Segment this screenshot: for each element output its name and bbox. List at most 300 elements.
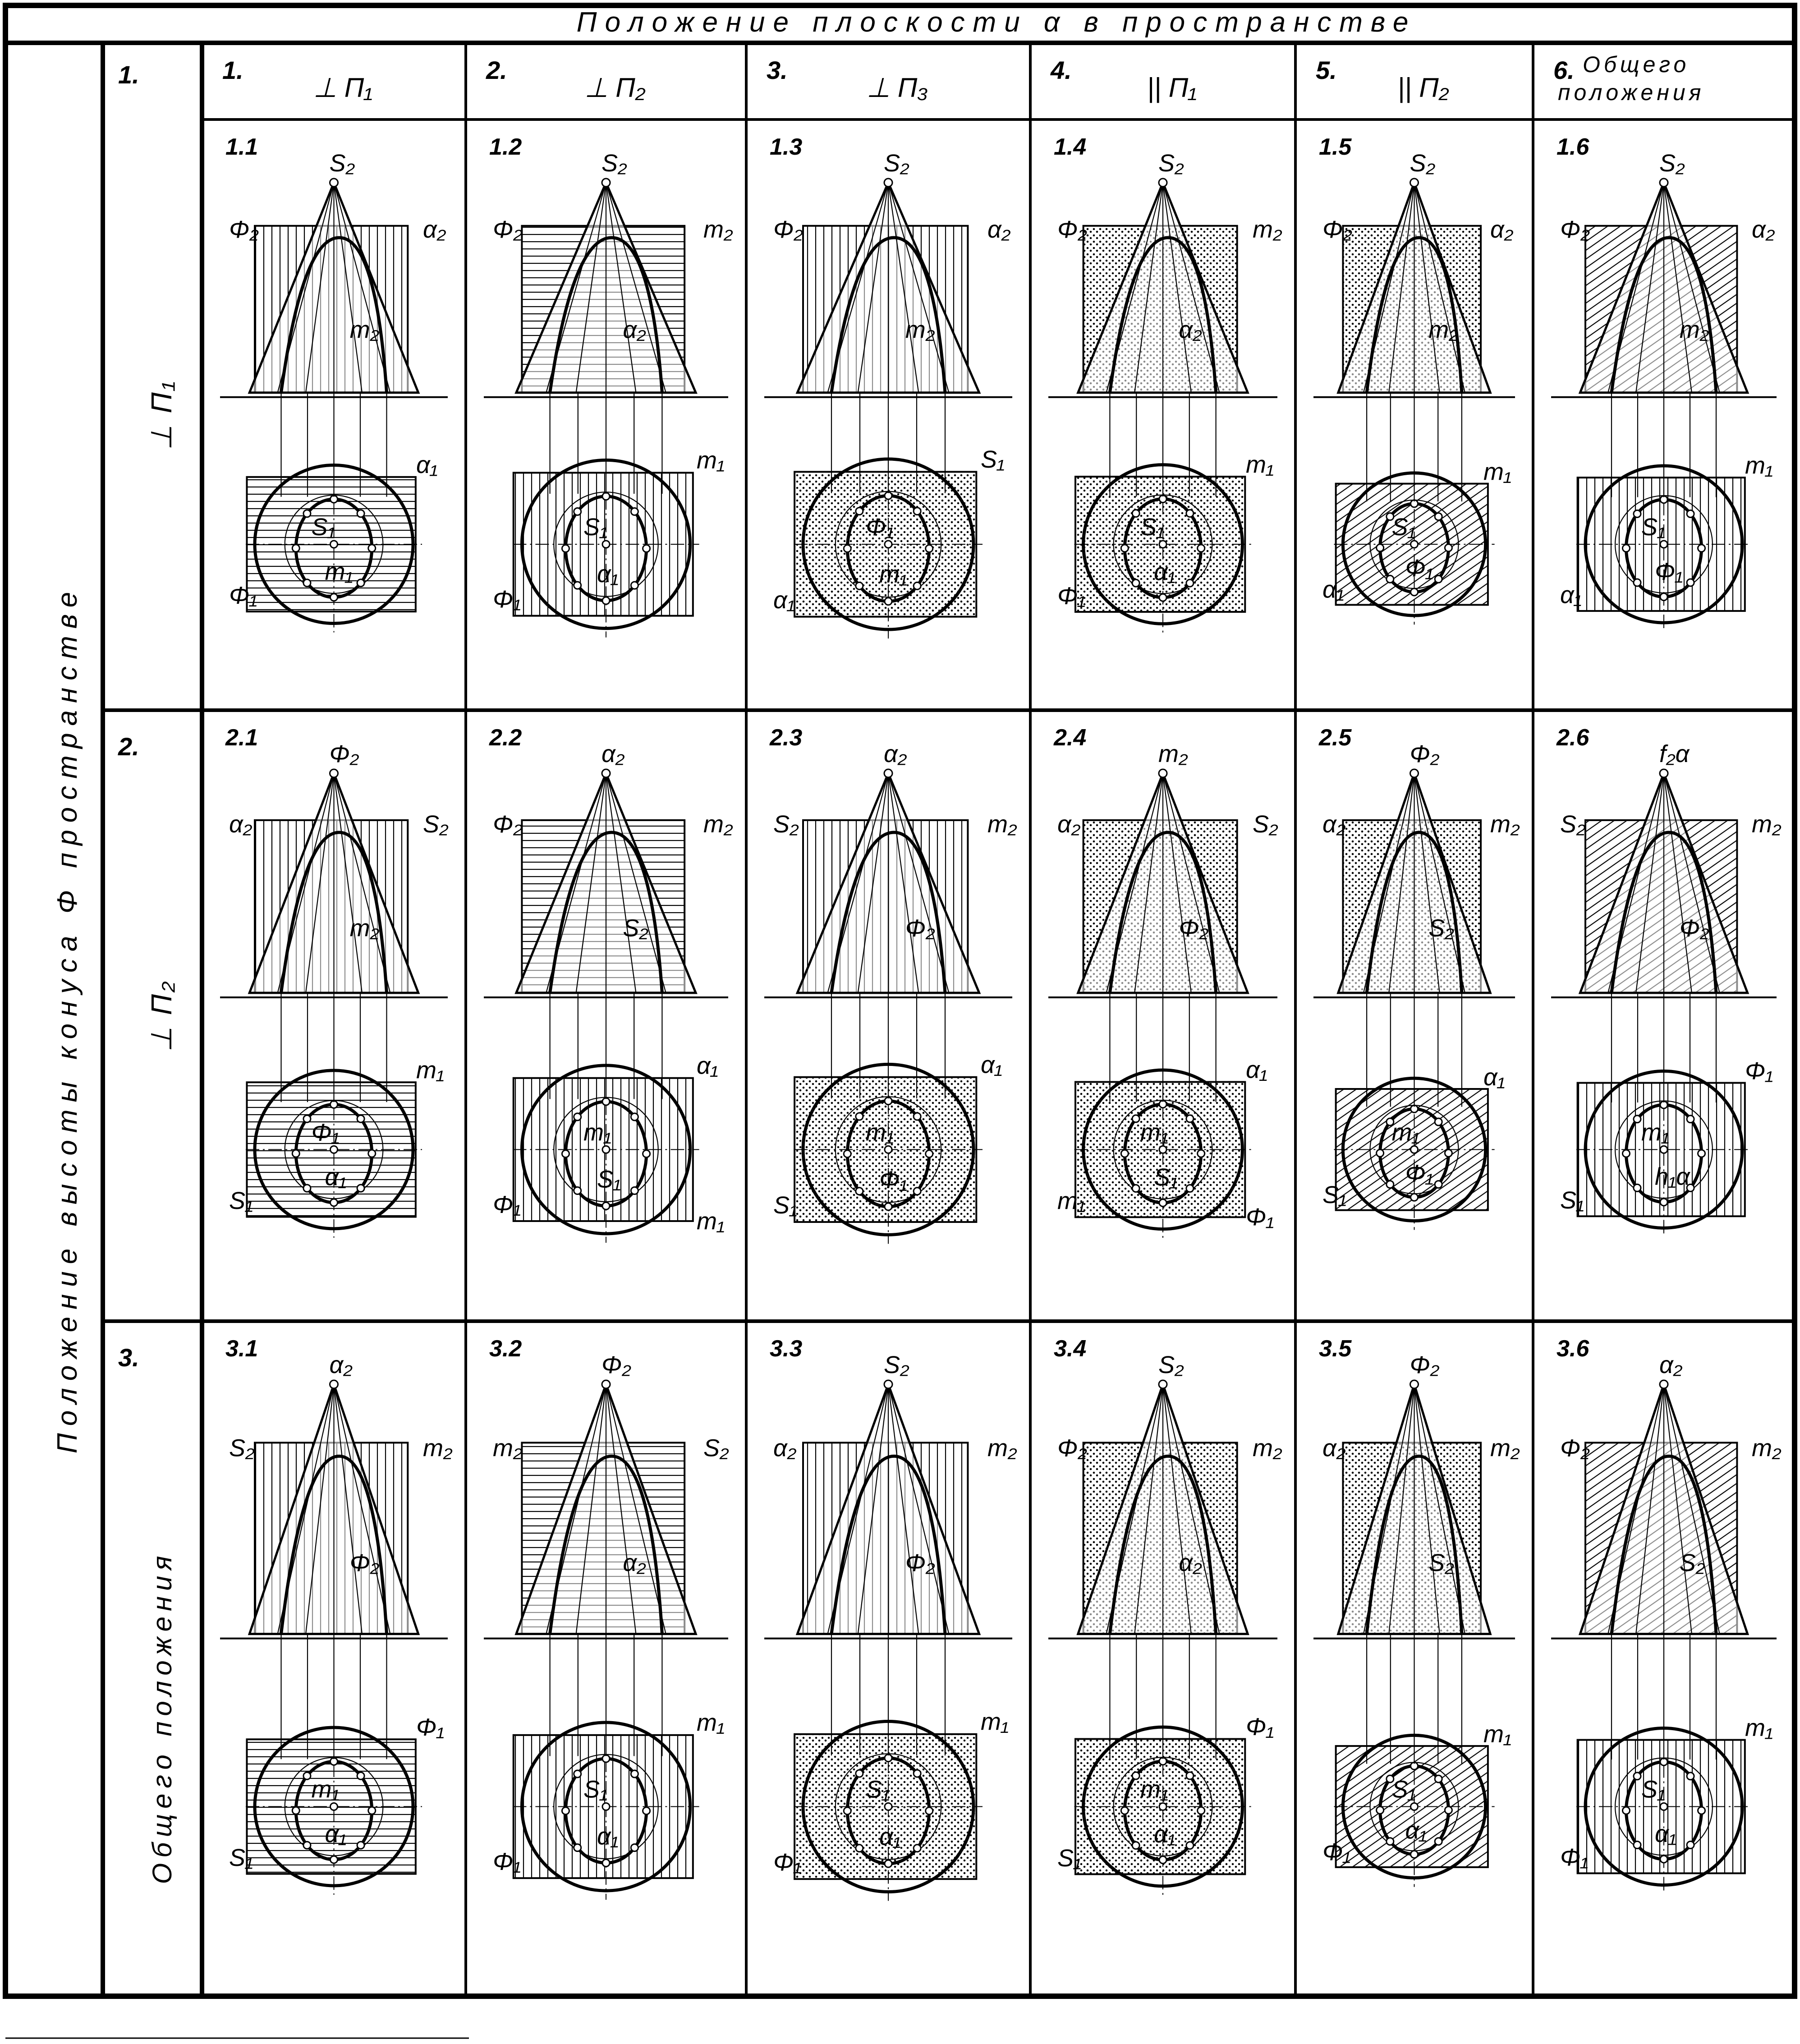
- cell-label: S₁: [597, 1166, 621, 1193]
- apex-point-front: [1410, 179, 1419, 187]
- apex-point-front: [1660, 179, 1668, 187]
- cell-label: Φ₁: [1745, 1057, 1773, 1084]
- section-point: [574, 582, 581, 589]
- cell-label: Φ₁: [229, 582, 257, 609]
- cell-label: f₂α: [1659, 740, 1690, 767]
- cell-label: S₂: [884, 150, 909, 177]
- apex-point-front: [884, 1380, 892, 1388]
- section-point: [1435, 1775, 1442, 1782]
- section-point: [885, 492, 892, 499]
- cell-label: α₁: [1405, 1817, 1427, 1844]
- apex-point-top: [331, 541, 338, 548]
- cell-label: S₁: [1560, 1186, 1584, 1214]
- column-label-1: ⊥ Π₁: [313, 73, 373, 103]
- cell-label: S₂: [1428, 1549, 1454, 1576]
- apex-point-front: [330, 1380, 338, 1388]
- cell-label: α₂: [987, 216, 1011, 243]
- section-point: [357, 1185, 364, 1192]
- cell-label: α₂: [1659, 1351, 1683, 1378]
- section-point: [602, 597, 610, 604]
- section-point: [1435, 513, 1442, 520]
- cell-label: S₂: [229, 1434, 255, 1462]
- cell-label: Φ₂: [905, 914, 935, 942]
- section-point: [631, 582, 638, 589]
- cell-label: S₂: [602, 150, 627, 177]
- section-point: [1198, 545, 1205, 552]
- cell-label: m₁: [981, 1708, 1009, 1736]
- apex-point-front: [1159, 1380, 1167, 1388]
- column-label-4: || Π₁: [1147, 73, 1197, 103]
- cell-label: S₂: [1560, 811, 1586, 838]
- cell-label: m₂: [1752, 1434, 1782, 1462]
- section-point: [1634, 1184, 1641, 1191]
- column-label-2: ⊥ Π₂: [584, 73, 646, 103]
- section-point: [1435, 1118, 1442, 1125]
- section-point: [1377, 544, 1384, 551]
- cell-label: S₂: [1428, 914, 1454, 942]
- cell-label: S₂: [1158, 150, 1184, 177]
- section-point: [368, 1807, 376, 1814]
- cell-label: α₁: [325, 1820, 347, 1848]
- section-point: [1387, 1838, 1394, 1845]
- cell-label: m₂: [1752, 811, 1782, 838]
- cell-label: α₁: [325, 1163, 347, 1191]
- cell-label: Φ₂: [773, 216, 803, 243]
- section-point: [303, 1185, 311, 1192]
- cell-number: 2.5: [1319, 725, 1352, 751]
- section-point: [1121, 1150, 1128, 1157]
- cell-label: α₂: [1179, 1549, 1202, 1576]
- cell-label: S₁: [981, 446, 1005, 473]
- cell-label: α₂: [1322, 811, 1346, 838]
- apex-point-top: [1660, 1803, 1667, 1810]
- section-point: [1445, 1149, 1452, 1157]
- section-point: [856, 1845, 863, 1852]
- cell-label: α₁: [879, 1823, 901, 1851]
- cell-label: Φ₂: [1410, 740, 1440, 767]
- apex-point-top: [1159, 1803, 1166, 1810]
- cell-label: S₂: [1253, 811, 1278, 838]
- section-point: [856, 508, 863, 515]
- cell-label: Φ₂: [493, 811, 523, 838]
- column-number-2: 2.: [486, 56, 507, 84]
- section-point: [1687, 579, 1694, 586]
- section-point: [926, 1150, 933, 1158]
- side-title: Положение высоты конуса Φ пространстве: [52, 584, 83, 1454]
- section-point: [1634, 1116, 1641, 1123]
- cell-number: 3.4: [1054, 1336, 1087, 1362]
- cell-label: α₂: [423, 216, 446, 243]
- cell-label: m₂: [423, 1434, 453, 1462]
- section-point: [1634, 579, 1641, 586]
- cell-label: h₁α: [1655, 1163, 1690, 1190]
- cell-label: S₁: [583, 1776, 608, 1803]
- section-point: [631, 1844, 638, 1851]
- cell-label: S₁: [229, 1844, 253, 1872]
- cell-label: α₂: [1490, 216, 1514, 243]
- section-point: [1132, 1842, 1139, 1849]
- cell-label: m₁: [866, 1119, 894, 1146]
- apex-point-top: [331, 1146, 338, 1153]
- cell-label: S₁: [229, 1187, 253, 1215]
- cell-number: 1.4: [1054, 134, 1087, 160]
- section-point: [1687, 1773, 1694, 1780]
- cell-label: m₁: [1140, 1119, 1169, 1146]
- section-point: [1132, 579, 1139, 587]
- cell-label: m₂: [1253, 1434, 1282, 1462]
- cell-label: S₂: [1659, 150, 1685, 177]
- cell-label: S₁: [1140, 514, 1165, 541]
- apex-point-top: [331, 1803, 338, 1810]
- cell-label: m₂: [905, 316, 935, 344]
- section-point: [856, 582, 863, 589]
- apex-point-front: [602, 769, 610, 777]
- cell-label: m₂: [703, 811, 733, 838]
- cell-label: α₂: [1057, 811, 1081, 838]
- cell-label: α₂: [1752, 216, 1775, 243]
- section-point: [574, 1844, 581, 1851]
- column-label-6-line2: положения: [1558, 80, 1705, 105]
- section-point: [1377, 1806, 1384, 1814]
- cell-label: S₁: [866, 1776, 890, 1803]
- apex-point-front: [1410, 769, 1419, 777]
- section-point: [885, 1203, 892, 1210]
- cell-label: Φ₂: [1057, 1434, 1087, 1462]
- section-point: [1186, 1842, 1194, 1849]
- apex-point-front: [602, 179, 610, 187]
- apex-point-front: [1159, 769, 1167, 777]
- cell-3-1: [220, 1336, 453, 1895]
- cell-label: Φ₁: [493, 1848, 521, 1875]
- section-point: [1387, 1181, 1394, 1188]
- cell-label: Φ₂: [1057, 216, 1087, 243]
- apex-point-front: [884, 179, 892, 187]
- apex-point-top: [1159, 1146, 1166, 1153]
- cell-label: m₁: [697, 447, 725, 474]
- cell-2-1: [220, 725, 449, 1238]
- section-point: [292, 1150, 299, 1157]
- cell-1-6: [1551, 134, 1777, 632]
- cell-label: m₂: [1679, 316, 1709, 344]
- section-point: [1445, 544, 1452, 551]
- cell-label: S₁: [1391, 1776, 1416, 1803]
- apex-point-front: [884, 769, 892, 777]
- cell-label: m₁: [416, 1056, 445, 1084]
- cell-label: Φ₁: [493, 585, 521, 613]
- section-point: [1186, 1185, 1194, 1192]
- section-point: [602, 1860, 610, 1867]
- cell-label: Φ₁: [773, 1849, 802, 1876]
- section-point: [303, 1115, 311, 1122]
- cell-number: 3.3: [770, 1336, 803, 1362]
- cell-label: α₁: [1322, 576, 1344, 603]
- cell-label: S₂: [1410, 150, 1436, 177]
- cell-label: Φ₂: [602, 1351, 631, 1378]
- cell-label: α₁: [1655, 1820, 1676, 1847]
- section-point: [1132, 1185, 1139, 1192]
- section-point: [303, 1842, 311, 1849]
- cell-label: Φ₁: [311, 1119, 340, 1146]
- cell-label: α₂: [602, 740, 625, 767]
- apex-point-front: [1159, 179, 1167, 187]
- section-point: [303, 1772, 311, 1779]
- section-point: [1132, 1115, 1139, 1122]
- cell-label: α₂: [623, 316, 646, 344]
- section-point: [1159, 1856, 1166, 1864]
- cell-label: Φ₂: [1322, 216, 1352, 243]
- column-label-5: || Π₂: [1397, 73, 1449, 103]
- cell-label: S₂: [884, 1351, 909, 1378]
- apex-point-top: [602, 541, 610, 548]
- cell-3-4: [1048, 1336, 1282, 1895]
- cell-label: S₂: [1158, 1351, 1184, 1378]
- cell-2-3: [764, 725, 1017, 1244]
- apex-point-top: [885, 541, 892, 548]
- section-point: [631, 508, 638, 515]
- section-point: [357, 1115, 364, 1122]
- cell-label: S₂: [423, 811, 449, 838]
- cell-label: α₁: [1154, 558, 1176, 586]
- section-point: [357, 1772, 364, 1779]
- section-point: [1121, 545, 1128, 552]
- section-point: [1198, 1807, 1205, 1814]
- column-number-6: 6.: [1553, 56, 1575, 84]
- cell-label: Φ₁: [1405, 555, 1433, 582]
- cell-label: α₁: [697, 1052, 718, 1079]
- cell-label: m₁: [1641, 1119, 1670, 1146]
- cell-label: m₁: [697, 1208, 725, 1235]
- section-point: [574, 508, 581, 515]
- cell-label: S₂: [1679, 1549, 1705, 1576]
- section-point: [631, 1187, 638, 1194]
- column-label-6: Общего: [1583, 52, 1690, 77]
- cell-label: Φ₂: [329, 740, 359, 767]
- page-title: Положение плоскости α в пространстве: [576, 7, 1417, 38]
- section-point: [914, 1770, 921, 1777]
- apex-point-front: [1660, 1380, 1668, 1388]
- section-point: [1622, 1150, 1630, 1157]
- cell-label: S₁: [1641, 514, 1666, 541]
- cell-label: S₂: [329, 150, 355, 177]
- section-point: [914, 582, 921, 589]
- cell-label: α₂: [1322, 1434, 1346, 1462]
- cell-label: Φ₂: [1679, 914, 1709, 942]
- cell-label: α₂: [773, 1434, 797, 1462]
- cell-number: 2.4: [1054, 725, 1087, 751]
- section-point: [1186, 1115, 1194, 1122]
- section-point: [574, 1113, 581, 1121]
- section-point: [1186, 510, 1194, 517]
- row-number-2: 2.: [118, 732, 139, 761]
- section-point: [643, 1150, 650, 1158]
- cell-label: α₁: [981, 1051, 1002, 1079]
- section-point: [885, 1860, 892, 1867]
- column-number-4: 4.: [1051, 56, 1072, 84]
- cell-label: m₁: [1745, 1714, 1773, 1741]
- section-point: [1698, 545, 1705, 552]
- section-point: [368, 545, 376, 552]
- section-point: [643, 1807, 650, 1814]
- section-point: [1132, 1772, 1139, 1779]
- section-point: [1445, 1806, 1452, 1814]
- section-point: [1435, 1838, 1442, 1845]
- cell-3-3: [764, 1336, 1017, 1901]
- cell-number: 2.6: [1557, 725, 1589, 751]
- cell-3-5: [1313, 1336, 1520, 1887]
- cell-label: m₁: [697, 1709, 725, 1736]
- section-point: [926, 1807, 933, 1814]
- cell-label: S₁: [311, 514, 335, 541]
- cell-label: S₁: [1154, 1163, 1178, 1191]
- section-point: [292, 1807, 299, 1814]
- section-point: [631, 1770, 638, 1778]
- section-point: [885, 1098, 892, 1105]
- cell-label: α₂: [884, 740, 907, 767]
- cell-label: α₁: [1483, 1064, 1505, 1091]
- cell-number: 1.6: [1557, 134, 1589, 160]
- apex-point-front: [602, 1380, 610, 1388]
- cell-1-2: [484, 134, 733, 638]
- apex-point-top: [1660, 541, 1667, 548]
- section-point: [562, 1150, 569, 1158]
- section-point: [914, 1845, 921, 1852]
- section-point: [1387, 575, 1394, 583]
- cell-number: 1.3: [770, 134, 803, 160]
- section-point: [1435, 575, 1442, 583]
- section-point: [1411, 1194, 1418, 1201]
- cell-label: m₂: [1158, 740, 1188, 767]
- section-point: [1634, 1773, 1641, 1780]
- cell-label: S₂: [623, 914, 648, 942]
- cell-label: m₂: [1253, 216, 1282, 243]
- section-point: [1698, 1150, 1705, 1157]
- cell-label: α₁: [597, 560, 619, 588]
- section-point: [1634, 1841, 1641, 1848]
- cell-label: m₁: [1057, 1187, 1086, 1215]
- section-point: [1159, 594, 1166, 601]
- section-point: [1687, 510, 1694, 517]
- cell-label: m₁: [879, 561, 908, 588]
- cell-label: Φ₁: [1246, 1203, 1274, 1231]
- cell-label: m₁: [1246, 451, 1274, 478]
- cell-label: m₁: [1391, 1119, 1420, 1146]
- cell-label: α₁: [597, 1823, 619, 1850]
- cell-label: S₁: [1057, 1844, 1082, 1872]
- cell-label: Φ₁: [879, 1166, 908, 1194]
- cell-label: S₁: [1641, 1776, 1666, 1803]
- section-point: [926, 545, 933, 552]
- section-point: [856, 1770, 863, 1777]
- section-point: [1622, 545, 1630, 552]
- section-point: [885, 598, 892, 605]
- cell-label: α₁: [416, 451, 438, 479]
- cell-label: Φ₂: [229, 216, 259, 243]
- apex-point-top: [1411, 541, 1418, 548]
- section-point: [631, 1113, 638, 1121]
- apex-point-top: [1159, 541, 1166, 548]
- cell-label: α₂: [229, 811, 253, 838]
- section-point: [1159, 1199, 1166, 1207]
- cell-number: 1.2: [489, 134, 522, 160]
- apex-point-top: [1411, 1146, 1418, 1153]
- cell-number: 1.5: [1319, 134, 1352, 160]
- section-point: [562, 1807, 569, 1814]
- cell-label: α₂: [623, 1549, 646, 1576]
- row-label-1: ⊥ Π₁: [145, 379, 178, 450]
- cell-label: m₂: [1490, 1434, 1520, 1462]
- section-point: [1377, 1149, 1384, 1157]
- section-point: [885, 1755, 892, 1762]
- section-point: [357, 1842, 364, 1849]
- section-point: [914, 508, 921, 515]
- section-point: [1198, 1150, 1205, 1157]
- cell-label: m₁: [1483, 458, 1512, 486]
- cell-label: Φ₂: [1179, 914, 1209, 942]
- apex-point-front: [1410, 1380, 1419, 1388]
- cell-label: m₁: [325, 558, 353, 585]
- cell-3-6: [1551, 1336, 1782, 1894]
- section-point: [1411, 1851, 1418, 1858]
- column-number-3: 3.: [767, 56, 788, 84]
- cell-label: Φ₁: [1246, 1713, 1274, 1741]
- row-number-3: 3.: [118, 1343, 139, 1372]
- section-point: [602, 1202, 610, 1209]
- cell-label: S₁: [1391, 514, 1416, 541]
- cell-label: α₁: [1560, 581, 1582, 609]
- cell-label: m₂: [349, 914, 380, 942]
- row-headers: [118, 60, 178, 1884]
- cell-label: m₂: [987, 811, 1017, 838]
- cell-label: α₁: [1154, 1820, 1176, 1848]
- column-number-5: 5.: [1316, 56, 1337, 84]
- cell-label: m₁: [311, 1776, 340, 1803]
- section-point: [1660, 1199, 1667, 1206]
- section-point: [844, 545, 851, 552]
- cell-label: m₂: [493, 1434, 523, 1462]
- section-point: [303, 579, 311, 587]
- section-point: [1687, 1116, 1694, 1123]
- section-point: [368, 1150, 376, 1157]
- section-point: [844, 1807, 851, 1814]
- section-point: [914, 1188, 921, 1195]
- apex-point-top: [602, 1146, 610, 1153]
- column-headers: [222, 52, 1704, 105]
- cell-label: S₁: [583, 514, 608, 541]
- cell-number: 3.6: [1557, 1336, 1589, 1362]
- section-point: [1634, 510, 1641, 517]
- cell-label: S₁: [1322, 1181, 1347, 1208]
- cell-2-2: [484, 725, 733, 1243]
- cell-label: Φ₂: [1560, 1434, 1590, 1462]
- section-point: [856, 1113, 863, 1120]
- column-number-1: 1.: [222, 56, 243, 84]
- cell-label: m₁: [1483, 1721, 1512, 1748]
- cell-number: 2.3: [770, 725, 803, 751]
- cell-label: Φ₁: [1560, 1843, 1589, 1871]
- section-point: [1121, 1807, 1128, 1814]
- cell-label: Φ₁: [416, 1713, 445, 1741]
- section-point: [1411, 588, 1418, 596]
- cell-number: 3.2: [489, 1336, 522, 1362]
- cell-number: 3.1: [225, 1336, 258, 1362]
- section-point: [856, 1188, 863, 1195]
- apex-point-front: [330, 179, 338, 187]
- cell-label: Φ₂: [349, 1549, 380, 1576]
- cell-3-2: [484, 1336, 729, 1900]
- cell-label: m₂: [1490, 811, 1520, 838]
- apex-point-top: [885, 1803, 892, 1810]
- cell-label: Φ₁: [1322, 1838, 1351, 1866]
